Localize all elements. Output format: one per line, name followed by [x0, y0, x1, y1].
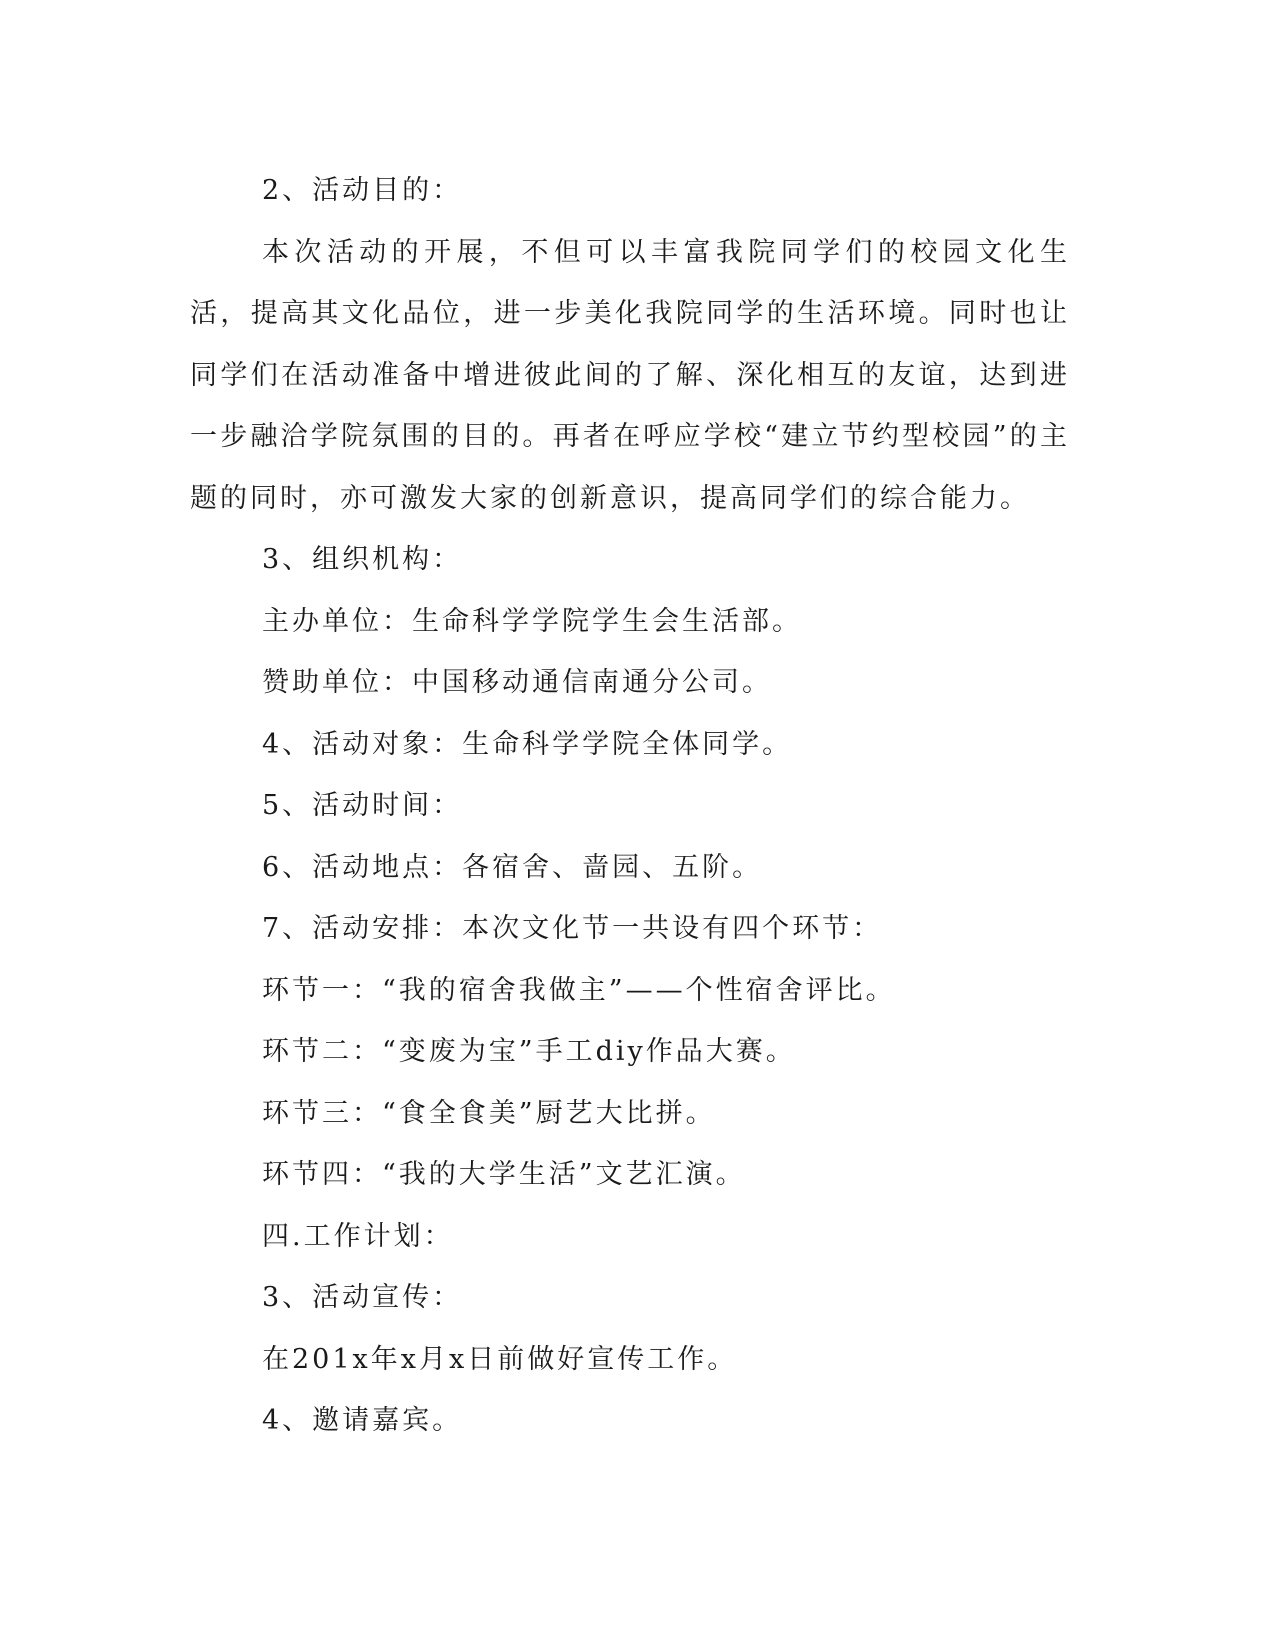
segment-3-line: 环节三：“食全食美”厨艺大比拼。 — [262, 1097, 716, 1129]
heading-purpose: 2、活动目的： — [262, 175, 463, 206]
time-line: 5、活动时间： — [262, 790, 463, 821]
promotion-line: 在201x年x月x日前做好宣传工作。 — [262, 1343, 738, 1375]
heading-promotion: 3、活动宣传： — [262, 1282, 463, 1313]
arrangement-line: 7、活动安排：本次文化节一共设有四个环节： — [262, 913, 883, 944]
heading-work-plan: 四.工作计划： — [262, 1220, 454, 1252]
segment-4-line: 环节四：“我的大学生活”文艺汇演。 — [262, 1159, 746, 1190]
document-body — [190, 160, 1070, 1452]
sponsor-line: 赞助单位：中国移动通信南通分公司。 — [262, 667, 772, 698]
audience-line: 4、活动对象：生命科学学院全体同学。 — [262, 728, 793, 760]
segment-2-line: 环节二：“变废为宝”手工diy作品大赛。 — [262, 1036, 796, 1067]
paragraph-purpose: 本次活动的开展，不但可以丰富我院同学们的校园文化生活，提高其文化品位，进一步美化我院同学的生活环境。同时也让同学们在活动准备中增进彼此间的了解、深化相互的友谊，达到进一步融洽学院氛围的目的。再者在呼应学校“建立节约型校园”的主题的同时，亦可激发大家的创新意识，提高同学们的综合能力。 — [190, 236, 1070, 514]
organizer-line: 主办单位：生命科学学院学生会生活部。 — [262, 605, 802, 637]
segment-1-line: 环节一：“我的宿舍我做主”——个性宿舍评比。 — [262, 974, 896, 1006]
heading-guests: 4、邀请嘉宾。 — [262, 1405, 463, 1436]
heading-organization: 3、组织机构： — [262, 544, 463, 575]
location-line: 6、活动地点：各宿舍、啬园、五阶。 — [262, 851, 763, 883]
